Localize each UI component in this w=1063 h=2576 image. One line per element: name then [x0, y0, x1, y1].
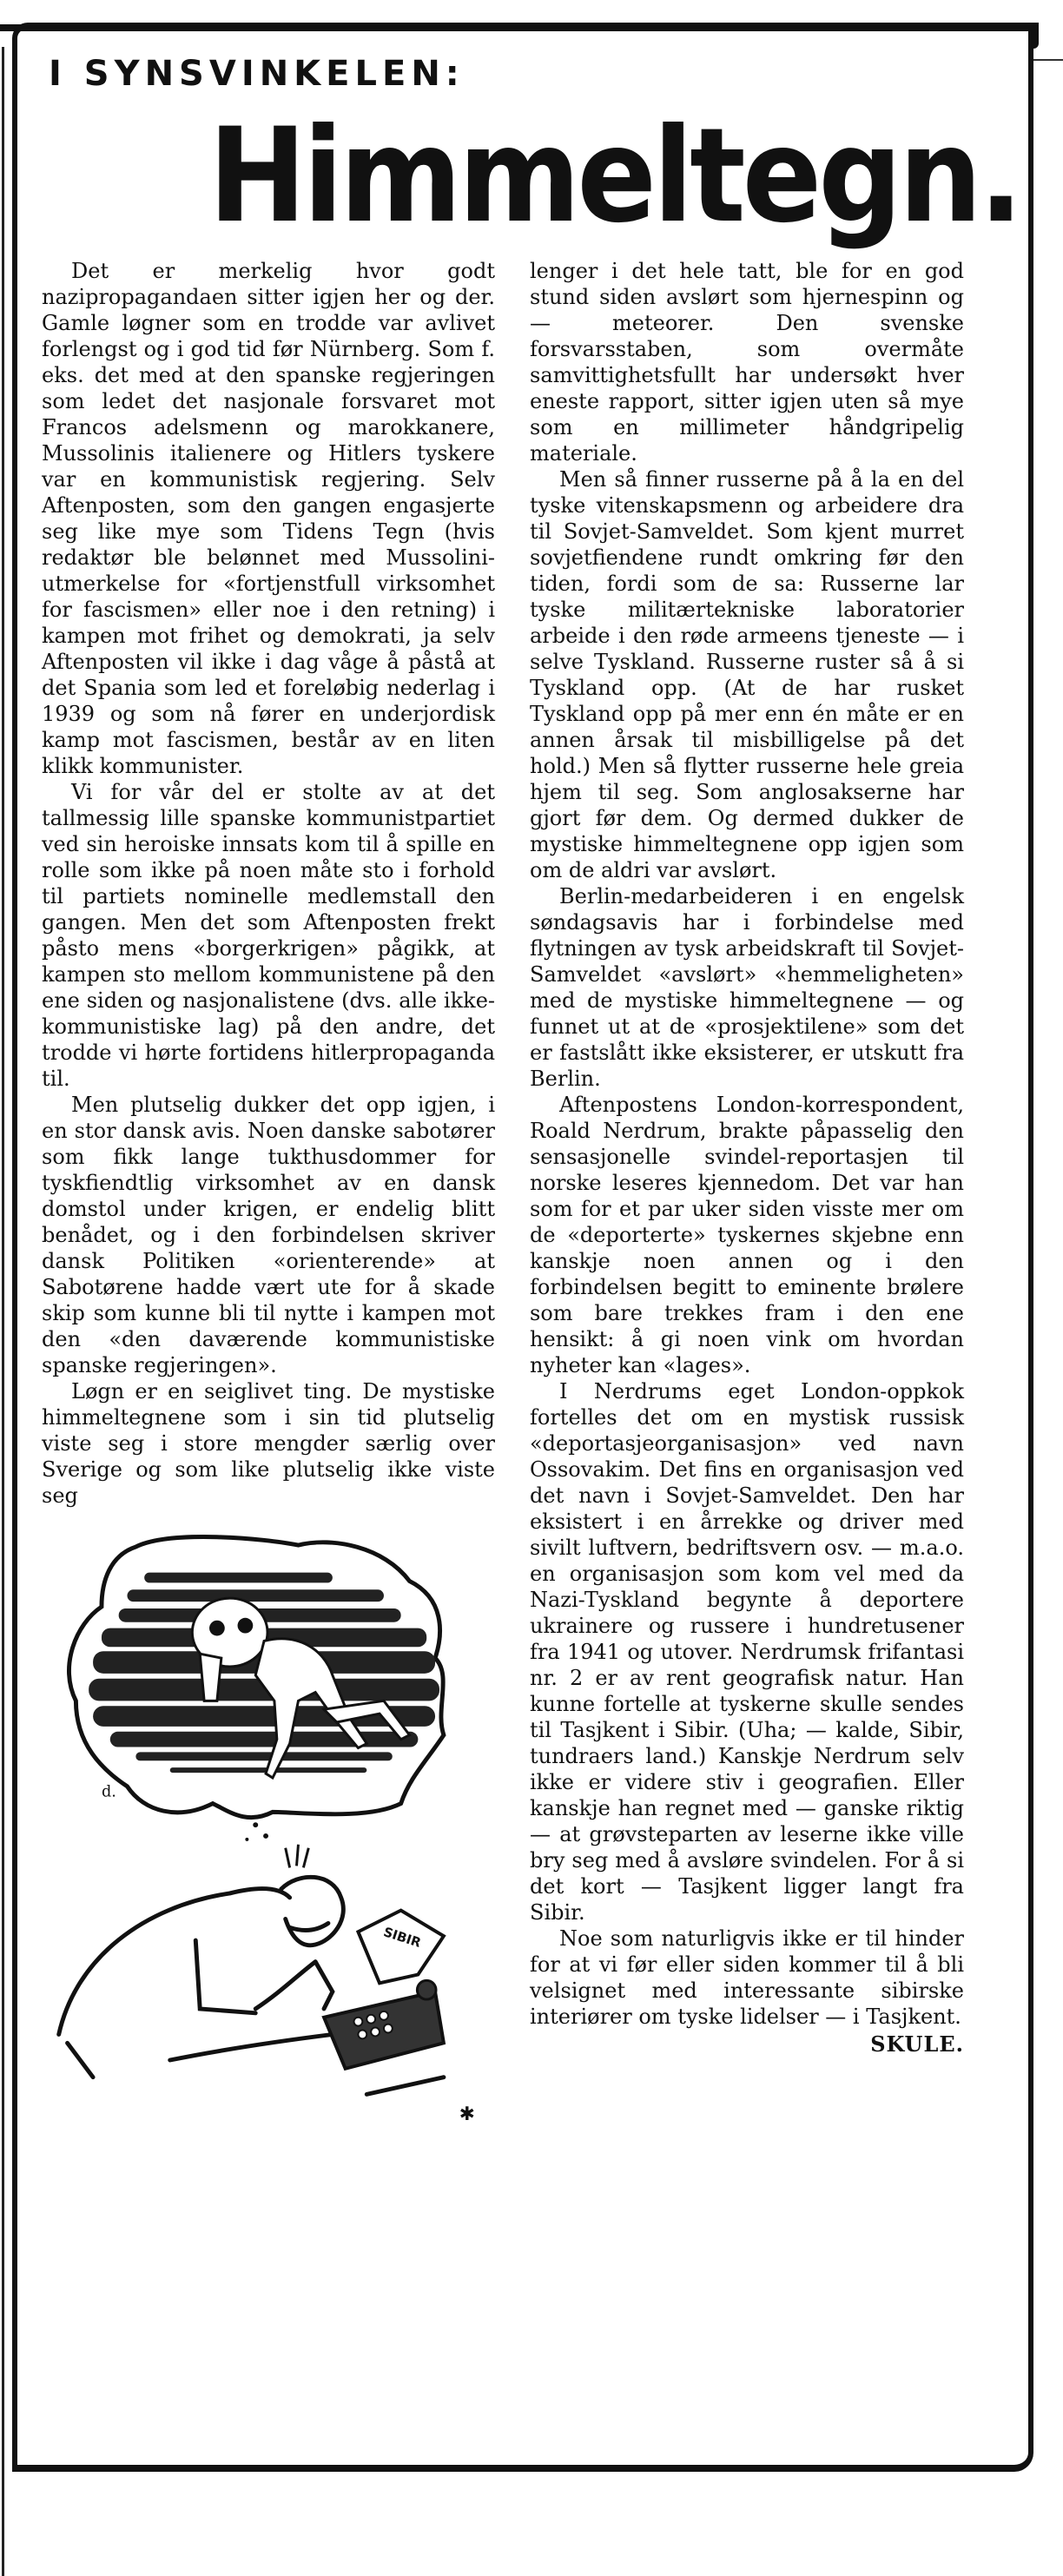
- man-at-typewriter: [59, 1877, 444, 2094]
- hair-strands: [286, 1845, 309, 1868]
- cartoon-artist-mark: d.: [101, 1783, 116, 1801]
- signature-line: [530, 2031, 964, 2057]
- column-kicker: I SYNSVINKELEN:: [49, 54, 465, 94]
- article-body: [17, 258, 1028, 2137]
- paragraph: Noe som naturligvis ikke er til hinder for at vi før eller siden kommer til å bli velsignet med interessante sibirske interiører om tyske lidelser — i Tasjkent.: [530, 1926, 964, 2029]
- left-column: [42, 258, 495, 2137]
- paragraph: Berlin-medarbeideren i en engelsk søndagsavis har i forbindelse med flytningen av tysk arbeidskraft til Sovjet-Samveldet «avslørt» «hemmeligheten» med de mystiske himmeltegnene — og funnet ut at de «prosjektilene» som det er fastslått ikke eksisterer, er utskutt fra Berlin.: [530, 884, 964, 1091]
- paragraph: Det er merkelig hvor godt nazipropagandaen sitter igjen her og der. Gamle løgner som en trodde var avlivet forlengst og i god tid før Nürnberg. Som f. eks. det med at den spanske regjeringen som ledet det nasjonale forsvaret mot Francos adelsmenn og marokkanere, Mussolinis italienere og Hitlers tyskere var en kommunistisk regjering. Selv Aftenposten, som den gangen engasjerte seg like mye som Tidens Tegn (hvis redaktør ble belønnet med Mussolini-utmerkelse for «fortjenstfull virksomhet for fascismen» eller noe i den retning) i kampen mot frihet og demokrati, ja selv Aftenposten vil ikke i dag våge å påstå at det Spania som led et foreløbig nederlag i 1939 og som nå fører en underjordisk kamp mot fascismen, består av en liten klikk kommunister.: [42, 259, 495, 778]
- paper-label: SIBIR: [381, 1925, 423, 1951]
- right-extension-rule: [1033, 59, 1063, 61]
- paragraph: Men så finner russerne på å la en del tyske vitenskapsmenn og arbeidere dra til Sovjet-Samveldet. Som kjent murret sovjetfiendene rundt omkring før den tiden, fordi som de sa: Russerne lar tyske militærtekniske laboratorier arbeide i den røde armeens tjeneste — i selve Tyskland. Russerne ruster så å si Tyskland opp. (At de har rusket Tyskland opp på mer enn én måte er en annen årsak til misbilligelse på det hold.) Men så flytter russerne hele greia hjem til seg. Som anglosakserne har gjort før dem. Og dermed dukker de mystiske himmeltegnene opp igjen som om de aldri var avslørt.: [530, 467, 964, 882]
- paragraph: I Nerdrums eget London-oppkok fortelles det om en mystisk russisk «deportasjeorganisasjon» ved navn Ossovakim. Det fins en organisasjon ved det navn i Sovjet-Samveldet. Den har eksistert i en årrekke og driver med sivilt luftvern, bedriftsvern osv. — m.a.o. en organisasjon som kom vel med da Nazi-Tyskland begynte å deportere ukrainere og russere i hundretusener fra 1941 og utover. Nerdrumsk frifantasi nr. 2 er av rent geografisk natur. Han kunne fortelle at tyskerne skulle sendes til Tasjkent i Sibir. (Uha; — kalde, Sibir, tundraers land.) Kanskje Nerdrum selv ikke er videre stiv i geografien. Eller kanskje han regnet med — ganske riktig — at grøvsteparten av leserne ikke ville bry seg med å avsløre svindelen. For å si det kort — Tasjkent ligger langt fra Sibir.: [530, 1379, 964, 1925]
- author-signature: SKULE.: [870, 2031, 964, 2057]
- article-frame: [12, 23, 1033, 2472]
- outer-left-rule: [2, 47, 4, 2576]
- right-column: [530, 258, 964, 2137]
- headline: Himmeltegn.: [208, 101, 1020, 252]
- paragraph: Men plutselig dukker det opp igjen, i en stor dansk avis. Noen danske sabotører som fikk lange tukthusdommer for tyskfiendtlig virksomhet av en dansk domstol under krigen, er endelig blitt benådet, og i den forbindelsen skriver dansk Politiken «orienterende» at Sabotørene hadde vært ute for å skade skip som kunne bli til nytte i kampen mot den «den daværende kommunistiske spanske regjeringen».: [42, 1093, 495, 1377]
- thought-bubbles: [245, 1822, 268, 1841]
- paragraph: Løgn er en seiglivet ting. De mystiske himmeltegnene som i sin tid plutselig viste seg i store mengder særlig over Sverige og som like plutselig ikke viste seg: [42, 1379, 495, 1508]
- paragraph: lenger i det hele tatt, ble for en god stund siden avslørt som hjernespinn og — meteorer. Den svenske forsvarsstaben, som overmåte samvittighetsfullt har undersøkt hver eneste rapport, sitter igjen uten så mye som en millimeter håndgripelig materiale.: [530, 259, 964, 466]
- cartoon-illustration: [42, 1529, 495, 2137]
- cartoon-signature-mark: ✱: [459, 2103, 475, 2125]
- paragraph: Vi for vår del er stolte av at det tallmessig lille spanske kommunistpartiet ved sin heroiske innsats kom til å spille en rolle som ikke på noen måte sto i forhold til partiets nominelle medlemstall den gangen. Men det som Aftenposten frekt påsto mens «borgerkrigen» pågikk, at kampen sto mellom kommunistene på den ene siden og nasjonalistene (dvs. alle ikke-kommunistiske lag) på den andre, det trodde vi hørte fortidens hitlerpropaganda til.: [42, 780, 495, 1091]
- paragraph: Aftenpostens London-korrespondent, Roald Nerdrum, brakte påpasselig den sensasjonelle svindel-reportasjen til norske leseres kjennedom. Det var han som for et par uker siden visste mer om de «deporterte» tyskernes skjebne enn kanskje noen annen og i den forbindelsen begitt to eminente brølere som bare trekkes fram i den ene hensikt: å gi noen vink om hvordan nyheter kan «lages».: [530, 1093, 964, 1377]
- typewriter-icon: [324, 1980, 444, 2068]
- paper-sheet: [358, 1911, 443, 1984]
